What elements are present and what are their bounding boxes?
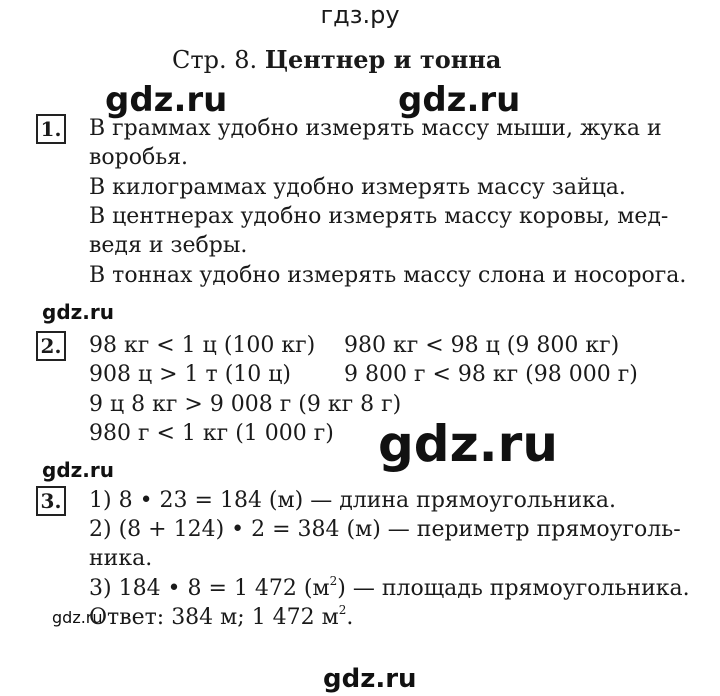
watermark: gdz.ru (42, 458, 114, 482)
task-1-number: 1. (36, 114, 66, 144)
title-prefix: Стр. 8. (172, 46, 258, 74)
task-3-answer-sup: 2 (338, 602, 347, 617)
task-2-line: 9 ц 8 кг > 9 008 г (9 кг 8 г) (89, 392, 402, 417)
task-1-line: воробья. (89, 145, 189, 170)
task-3-step3-a: 3) 184 • 8 = 1 472 (м (89, 576, 330, 601)
task-3-answer-b: . (346, 605, 354, 630)
task-3-line: 2) (8 + 124) • 2 = 384 (м) — периметр прямоуголь- (89, 517, 681, 542)
task-2-line-right: 9 800 г < 98 кг (98 000 г) (344, 362, 638, 387)
task-3-line: 1) 8 • 23 = 184 (м) — длина прямоугольника. (89, 488, 616, 513)
task-3-step3-sup: 2 (329, 573, 338, 588)
task-1-line: В тоннах удобно измерять массу слона и носорога. (89, 263, 687, 288)
watermark: gdz.ru (378, 415, 558, 473)
task-3-line (89, 575, 690, 603)
watermark: gdz.ru (398, 80, 521, 120)
task-3-answer (89, 604, 353, 632)
title-main: Центнер и тонна (264, 45, 502, 74)
task-1-line: В граммах удобно измерять массу мыши, жука и (89, 116, 662, 141)
page-title (172, 44, 501, 76)
task-2-number: 2. (36, 331, 66, 361)
task-1-line: В центнерах удобно измерять массу коровы, мед- (89, 204, 669, 229)
watermark: gdz.ru (323, 664, 417, 694)
watermark: gdz.ru (105, 80, 228, 120)
watermark: gdz.ru (52, 608, 103, 627)
task-3-line: ника. (89, 546, 153, 571)
task-2-line-right: 980 кг < 98 ц (9 800 кг) (344, 333, 620, 358)
task-3-step3-b: ) — площадь прямоугольника. (337, 576, 690, 601)
task-3-answer-a: Ответ: 384 м; 1 472 м (89, 605, 339, 630)
task-3-number: 3. (36, 486, 66, 516)
task-2-line: 98 кг < 1 ц (100 кг) (89, 333, 316, 358)
task-1-line: В килограммах удобно измерять массу зайца. (89, 175, 626, 200)
task-2-line: 980 г < 1 кг (1 000 г) (89, 421, 334, 446)
watermark: gdz.ru (42, 300, 114, 324)
task-1-line: ведя и зебры. (89, 233, 248, 258)
site-header: гдз.ру (320, 1, 400, 29)
task-2-line: 908 ц > 1 т (10 ц) (89, 362, 292, 387)
